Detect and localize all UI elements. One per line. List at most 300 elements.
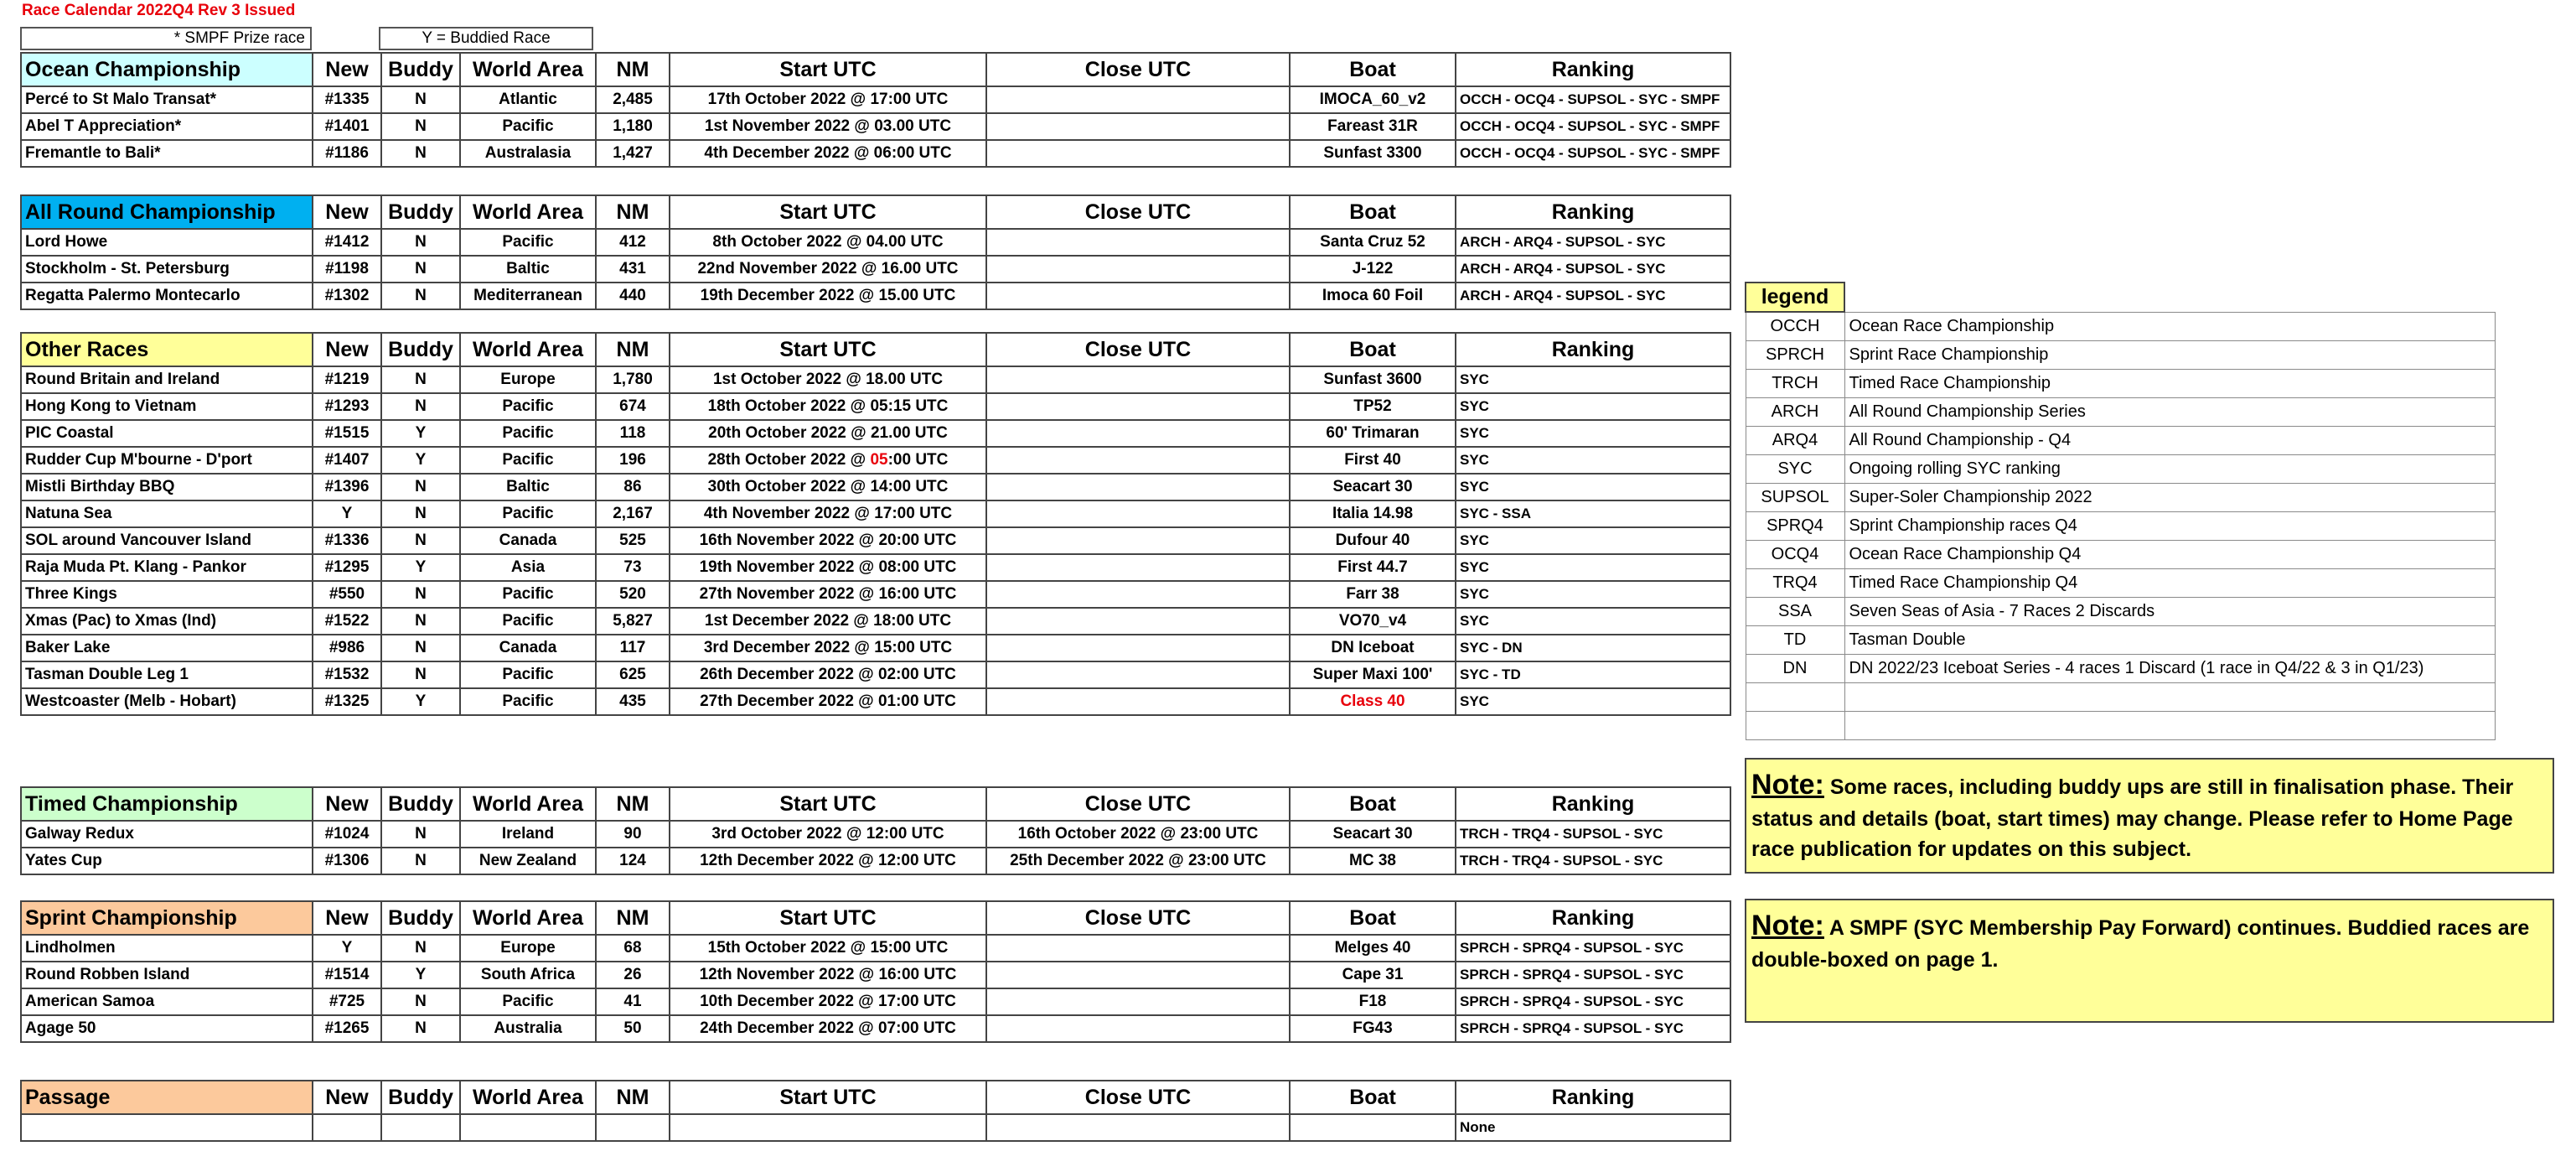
race-buddy-cell: N: [381, 608, 460, 635]
table-row: [21, 962, 1730, 988]
race-start-cell: 19th November 2022 @ 08:00 UTC: [670, 554, 986, 581]
legend-code: SPRCH: [1746, 341, 1844, 370]
race-boat-cell: Imoca 60 Foil: [1290, 283, 1456, 309]
column-header-nm: NM: [596, 787, 670, 821]
race-area-cell: Pacific: [460, 229, 596, 256]
race-close-cell: [986, 661, 1290, 688]
column-header-nm: NM: [596, 901, 670, 935]
note-text: Some races, including buddy ups are still in finalisation phase. Their status and details (boat, start times) may change. Please refer to Home Page race publication for updates on this subject.: [1751, 775, 2514, 861]
legend-title: legend: [1746, 283, 1844, 312]
table-row: [21, 420, 1730, 447]
start-time-part: 05: [870, 451, 888, 469]
table-row: [21, 283, 1730, 309]
table-row: [21, 848, 1730, 874]
race-boat-cell: IMOCA_60_v2: [1290, 86, 1456, 113]
start-time-part: 28th October 2022 @: [707, 451, 871, 469]
table-row: [21, 661, 1730, 688]
race-close-cell: [986, 140, 1290, 167]
note-finalisation: [1745, 758, 2554, 874]
race-nm-cell: 412: [596, 229, 670, 256]
column-header-buddy: Buddy: [381, 333, 460, 366]
race-new-cell: #1265: [313, 1015, 381, 1042]
legend-header-blank: [1844, 283, 2496, 312]
race-name-cell: Percé to St Malo Transat*: [21, 86, 313, 113]
race-new-cell: #1522: [313, 608, 381, 635]
race-name-cell: Rudder Cup M'bourne - D'port: [21, 447, 313, 474]
race-ranking-cell: OCCH - OCQ4 - SUPSOL - SYC - SMPF: [1456, 140, 1730, 167]
race-close-cell: [986, 113, 1290, 140]
column-header-boat: Boat: [1290, 333, 1456, 366]
table-row: [21, 474, 1730, 500]
race-boat-cell: First 40: [1290, 447, 1456, 474]
race-start-cell: 12th December 2022 @ 12:00 UTC: [670, 848, 986, 874]
race-name-cell: Westcoaster (Melb - Hobart): [21, 688, 313, 715]
legend-row: [1746, 512, 2496, 541]
race-new-cell: #1302: [313, 283, 381, 309]
race-close-cell: 16th October 2022 @ 23:00 UTC: [986, 821, 1290, 848]
table-row: [21, 688, 1730, 715]
race-nm-cell: 1,780: [596, 366, 670, 393]
race-ranking-cell: SPRCH - SPRQ4 - SUPSOL - SYC: [1456, 935, 1730, 962]
race-buddy-cell: N: [381, 935, 460, 962]
race-name-cell: Round Robben Island: [21, 962, 313, 988]
race-buddy-cell: N: [381, 1015, 460, 1042]
race-ranking-cell: OCCH - OCQ4 - SUPSOL - SYC - SMPF: [1456, 113, 1730, 140]
note-smpf: [1745, 899, 2554, 1023]
table-row: [21, 935, 1730, 962]
race-nm-cell: 1,427: [596, 140, 670, 167]
legend-empty-cell: [1746, 683, 1844, 712]
race-area-cell: Ireland: [460, 821, 596, 848]
race-name-cell: Round Britain and Ireland: [21, 366, 313, 393]
column-header-buddy: Buddy: [381, 901, 460, 935]
race-ranking-cell: SYC: [1456, 393, 1730, 420]
legend-code: TRQ4: [1746, 569, 1844, 598]
race-boat-cell: [1290, 1114, 1456, 1141]
race-nm-cell: 2,485: [596, 86, 670, 113]
race-boat-cell: Seacart 30: [1290, 474, 1456, 500]
race-buddy-cell: N: [381, 229, 460, 256]
race-ranking-cell: TRCH - TRQ4 - SUPSOL - SYC: [1456, 821, 1730, 848]
legend-row: [1746, 455, 2496, 484]
race-ranking-cell: SYC - SSA: [1456, 500, 1730, 527]
legend-row: [1746, 312, 2496, 341]
race-buddy-cell: N: [381, 140, 460, 167]
race-nm-cell: 1,180: [596, 113, 670, 140]
column-header-ranking: Ranking: [1456, 1081, 1730, 1114]
race-buddy-cell: N: [381, 113, 460, 140]
race-nm-cell: 26: [596, 962, 670, 988]
race-close-cell: [986, 935, 1290, 962]
column-header-new: New: [313, 1081, 381, 1114]
table-row: [21, 366, 1730, 393]
note-label: Note:: [1751, 769, 1824, 801]
race-start-cell: [670, 1114, 986, 1141]
race-buddy-cell: N: [381, 581, 460, 608]
legend-row: [1746, 484, 2496, 512]
race-boat-cell: Fareast 31R: [1290, 113, 1456, 140]
race-area-cell: Asia: [460, 554, 596, 581]
race-name-cell: Xmas (Pac) to Xmas (Ind): [21, 608, 313, 635]
race-close-cell: [986, 962, 1290, 988]
race-name-cell: Lindholmen: [21, 935, 313, 962]
race-ranking-cell: TRCH - TRQ4 - SUPSOL - SYC: [1456, 848, 1730, 874]
column-header-boat: Boat: [1290, 195, 1456, 229]
legend-header-row: [1746, 283, 2496, 312]
legend-code: OCCH: [1746, 312, 1844, 341]
legend-row: [1746, 626, 2496, 655]
race-name-cell: Mistli Birthday BBQ: [21, 474, 313, 500]
buddy-key: [379, 27, 593, 50]
table-row: [21, 821, 1730, 848]
column-header-start: Start UTC: [670, 195, 986, 229]
column-header-close: Close UTC: [986, 333, 1290, 366]
race-buddy-cell: N: [381, 283, 460, 309]
race-close-cell: [986, 1114, 1290, 1141]
race-name-cell: Stockholm - St. Petersburg: [21, 256, 313, 283]
race-area-cell: Atlantic: [460, 86, 596, 113]
race-boat-cell: Class 40: [1290, 688, 1456, 715]
race-new-cell: #1396: [313, 474, 381, 500]
column-header-close: Close UTC: [986, 787, 1290, 821]
column-header-boat: Boat: [1290, 787, 1456, 821]
race-nm-cell: 431: [596, 256, 670, 283]
section-table: [20, 786, 1731, 875]
column-header-ranking: Ranking: [1456, 787, 1730, 821]
column-header-ranking: Ranking: [1456, 333, 1730, 366]
race-nm-cell: 124: [596, 848, 670, 874]
note-text: A SMPF (SYC Membership Pay Forward) continues. Buddied races are double-boxed on page 1.: [1751, 916, 2530, 972]
race-buddy-cell: Y: [381, 688, 460, 715]
table-row: [21, 581, 1730, 608]
race-boat-cell: Melges 40: [1290, 935, 1456, 962]
legend-description: Sprint Championship races Q4: [1844, 512, 2496, 541]
race-nm-cell: 525: [596, 527, 670, 554]
race-start-cell: 16th November 2022 @ 20:00 UTC: [670, 527, 986, 554]
column-header-start: Start UTC: [670, 53, 986, 86]
race-start-cell: 8th October 2022 @ 04.00 UTC: [670, 229, 986, 256]
prize-key: [20, 27, 312, 50]
race-start-cell: 12th November 2022 @ 16:00 UTC: [670, 962, 986, 988]
column-header-new: New: [313, 195, 381, 229]
race-boat-cell: Dufour 40: [1290, 527, 1456, 554]
race-nm-cell: 435: [596, 688, 670, 715]
section-table: [20, 52, 1731, 168]
section-header-row: [21, 53, 1730, 86]
race-close-cell: [986, 474, 1290, 500]
legend-description: Ocean Race Championship Q4: [1844, 541, 2496, 569]
legend-code: SUPSOL: [1746, 484, 1844, 512]
race-boat-cell: DN Iceboat: [1290, 635, 1456, 661]
race-new-cell: #1407: [313, 447, 381, 474]
race-close-cell: [986, 527, 1290, 554]
race-start-cell: 19th December 2022 @ 15.00 UTC: [670, 283, 986, 309]
race-name-cell: Three Kings: [21, 581, 313, 608]
race-nm-cell: 674: [596, 393, 670, 420]
race-nm-cell: 520: [596, 581, 670, 608]
section-header-row: [21, 787, 1730, 821]
race-name-cell: Regatta Palermo Montecarlo: [21, 283, 313, 309]
race-close-cell: [986, 420, 1290, 447]
column-header-close: Close UTC: [986, 53, 1290, 86]
race-buddy-cell: N: [381, 256, 460, 283]
race-buddy-cell: Y: [381, 962, 460, 988]
race-ranking-cell: SPRCH - SPRQ4 - SUPSOL - SYC: [1456, 962, 1730, 988]
legend-description: Seven Seas of Asia - 7 Races 2 Discards: [1844, 598, 2496, 626]
race-area-cell: Pacific: [460, 420, 596, 447]
table-row: [21, 500, 1730, 527]
race-close-cell: [986, 366, 1290, 393]
race-nm-cell: 2,167: [596, 500, 670, 527]
race-ranking-cell: SYC: [1456, 608, 1730, 635]
race-new-cell: #1325: [313, 688, 381, 715]
race-new-cell: #1335: [313, 86, 381, 113]
race-new-cell: [313, 1114, 381, 1141]
race-boat-cell: Sunfast 3300: [1290, 140, 1456, 167]
legend-row: [1746, 541, 2496, 569]
race-name-cell: Lord Howe: [21, 229, 313, 256]
race-start-cell: 20th October 2022 @ 21.00 UTC: [670, 420, 986, 447]
race-ranking-cell: SYC - DN: [1456, 635, 1730, 661]
race-buddy-cell: N: [381, 821, 460, 848]
legend-description: Timed Race Championship Q4: [1844, 569, 2496, 598]
legend-code: SPRQ4: [1746, 512, 1844, 541]
race-name-cell: Baker Lake: [21, 635, 313, 661]
race-area-cell: Baltic: [460, 256, 596, 283]
legend-row: [1746, 569, 2496, 598]
race-new-cell: #550: [313, 581, 381, 608]
race-buddy-cell: N: [381, 366, 460, 393]
race-start-cell: 18th October 2022 @ 05:15 UTC: [670, 393, 986, 420]
column-header-buddy: Buddy: [381, 1081, 460, 1114]
race-boat-cell: Santa Cruz 52: [1290, 229, 1456, 256]
table-row: [21, 393, 1730, 420]
race-area-cell: Baltic: [460, 474, 596, 500]
race-name-cell: PIC Coastal: [21, 420, 313, 447]
legend-row: [1746, 341, 2496, 370]
legend-description: Ocean Race Championship: [1844, 312, 2496, 341]
legend-row: [1746, 370, 2496, 398]
race-name-cell: Fremantle to Bali*: [21, 140, 313, 167]
race-ranking-cell: OCCH - OCQ4 - SUPSOL - SYC - SMPF: [1456, 86, 1730, 113]
column-header-nm: NM: [596, 195, 670, 229]
race-boat-cell: 60' Trimaran: [1290, 420, 1456, 447]
race-area-cell: Pacific: [460, 113, 596, 140]
race-ranking-cell: ARCH - ARQ4 - SUPSOL - SYC: [1456, 283, 1730, 309]
race-close-cell: [986, 283, 1290, 309]
race-area-cell: Pacific: [460, 447, 596, 474]
column-header-nm: NM: [596, 1081, 670, 1114]
race-buddy-cell: N: [381, 635, 460, 661]
legend-empty-cell: [1844, 683, 2496, 712]
race-start-cell: 30th October 2022 @ 14:00 UTC: [670, 474, 986, 500]
legend-description: Sprint Race Championship: [1844, 341, 2496, 370]
race-start-cell: 3rd December 2022 @ 15:00 UTC: [670, 635, 986, 661]
race-close-cell: [986, 581, 1290, 608]
race-nm-cell: 50: [596, 1015, 670, 1042]
race-close-cell: [986, 988, 1290, 1015]
race-new-cell: #1198: [313, 256, 381, 283]
race-ranking-cell: SYC: [1456, 366, 1730, 393]
race-nm-cell: [596, 1114, 670, 1141]
column-header-nm: NM: [596, 53, 670, 86]
legend-code: DN: [1746, 655, 1844, 683]
race-ranking-cell: SYC: [1456, 420, 1730, 447]
race-start-cell: 4th December 2022 @ 06:00 UTC: [670, 140, 986, 167]
column-header-ranking: Ranking: [1456, 195, 1730, 229]
race-start-cell: 1st November 2022 @ 03.00 UTC: [670, 113, 986, 140]
race-start-cell: [670, 447, 986, 474]
race-name-cell: Agage 50: [21, 1015, 313, 1042]
column-header-boat: Boat: [1290, 1081, 1456, 1114]
section-title: Ocean Championship: [21, 53, 313, 86]
race-start-cell: 17th October 2022 @ 17:00 UTC: [670, 86, 986, 113]
race-ranking-cell: SYC: [1456, 447, 1730, 474]
race-start-cell: 15th October 2022 @ 15:00 UTC: [670, 935, 986, 962]
legend-code: SSA: [1746, 598, 1844, 626]
race-boat-cell: Farr 38: [1290, 581, 1456, 608]
race-nm-cell: 73: [596, 554, 670, 581]
race-area-cell: Mediterranean: [460, 283, 596, 309]
race-buddy-cell: N: [381, 86, 460, 113]
race-buddy-cell: N: [381, 527, 460, 554]
race-start-cell: 26th December 2022 @ 02:00 UTC: [670, 661, 986, 688]
column-header-buddy: Buddy: [381, 53, 460, 86]
race-area-cell: Australia: [460, 1015, 596, 1042]
race-new-cell: #1412: [313, 229, 381, 256]
legend-code: SYC: [1746, 455, 1844, 484]
section-header-row: [21, 901, 1730, 935]
race-ranking-cell: SPRCH - SPRQ4 - SUPSOL - SYC: [1456, 988, 1730, 1015]
race-close-cell: [986, 500, 1290, 527]
race-close-cell: [986, 688, 1290, 715]
race-nm-cell: 41: [596, 988, 670, 1015]
race-area-cell: Pacific: [460, 500, 596, 527]
race-start-cell: 27th November 2022 @ 16:00 UTC: [670, 581, 986, 608]
race-ranking-cell: SPRCH - SPRQ4 - SUPSOL - SYC: [1456, 1015, 1730, 1042]
prize-key-text: * SMPF Prize race: [173, 29, 305, 47]
table-row: [21, 1114, 1730, 1141]
race-start-cell: 4th November 2022 @ 17:00 UTC: [670, 500, 986, 527]
race-name-cell: American Samoa: [21, 988, 313, 1015]
section-table: [20, 900, 1731, 1043]
race-area-cell: Canada: [460, 635, 596, 661]
column-header-boat: Boat: [1290, 53, 1456, 86]
legend-empty-row: [1746, 712, 2496, 740]
column-header-boat: Boat: [1290, 901, 1456, 935]
race-ranking-cell: SYC: [1456, 554, 1730, 581]
section-header-row: [21, 333, 1730, 366]
race-new-cell: #1336: [313, 527, 381, 554]
race-new-cell: #1024: [313, 821, 381, 848]
race-boat-cell: F18: [1290, 988, 1456, 1015]
legend-description: DN 2022/23 Iceboat Series - 4 races 1 Discard (1 race in Q4/22 & 3 in Q1/23): [1844, 655, 2496, 683]
legend-description: All Round Championship - Q4: [1844, 427, 2496, 455]
race-buddy-cell: Y: [381, 447, 460, 474]
legend-table: [1745, 282, 2496, 740]
race-buddy-cell: N: [381, 848, 460, 874]
legend-description: Super-Soler Championship 2022: [1844, 484, 2496, 512]
table-row: [21, 988, 1730, 1015]
race-boat-cell: MC 38: [1290, 848, 1456, 874]
column-header-area: World Area: [460, 53, 596, 86]
column-header-area: World Area: [460, 195, 596, 229]
race-area-cell: Pacific: [460, 988, 596, 1015]
column-header-buddy: Buddy: [381, 195, 460, 229]
race-nm-cell: 68: [596, 935, 670, 962]
race-area-cell: Pacific: [460, 608, 596, 635]
race-name-cell: Yates Cup: [21, 848, 313, 874]
race-new-cell: #1514: [313, 962, 381, 988]
table-row: [21, 447, 1730, 474]
legend-row: [1746, 655, 2496, 683]
race-area-cell: Pacific: [460, 581, 596, 608]
section-title: Timed Championship: [21, 787, 313, 821]
race-nm-cell: 440: [596, 283, 670, 309]
legend-description: Tasman Double: [1844, 626, 2496, 655]
buddy-key-text: Y = Buddied Race: [422, 29, 551, 47]
legend-code: TRCH: [1746, 370, 1844, 398]
race-new-cell: #986: [313, 635, 381, 661]
race-boat-cell: Super Maxi 100': [1290, 661, 1456, 688]
table-row: [21, 635, 1730, 661]
race-new-cell: #1401: [313, 113, 381, 140]
section-header-row: [21, 195, 1730, 229]
table-row: [21, 256, 1730, 283]
race-area-cell: [460, 1114, 596, 1141]
race-buddy-cell: N: [381, 393, 460, 420]
race-buddy-cell: N: [381, 474, 460, 500]
race-nm-cell: 90: [596, 821, 670, 848]
note-label: Note:: [1751, 910, 1824, 941]
legend-row: [1746, 398, 2496, 427]
race-boat-cell: VO70_v4: [1290, 608, 1456, 635]
legend-description: Timed Race Championship: [1844, 370, 2496, 398]
race-start-cell: 24th December 2022 @ 07:00 UTC: [670, 1015, 986, 1042]
legend-code: TD: [1746, 626, 1844, 655]
race-close-cell: [986, 608, 1290, 635]
race-boat-cell: First 44.7: [1290, 554, 1456, 581]
race-area-cell: Europe: [460, 935, 596, 962]
race-buddy-cell: Y: [381, 554, 460, 581]
table-row: [21, 608, 1730, 635]
race-buddy-cell: N: [381, 500, 460, 527]
column-header-area: World Area: [460, 1081, 596, 1114]
race-new-cell: #1306: [313, 848, 381, 874]
section-title: Other Races: [21, 333, 313, 366]
column-header-new: New: [313, 333, 381, 366]
race-boat-cell: FG43: [1290, 1015, 1456, 1042]
race-new-cell: #725: [313, 988, 381, 1015]
table-row: [21, 554, 1730, 581]
column-header-close: Close UTC: [986, 195, 1290, 229]
legend-code: ARQ4: [1746, 427, 1844, 455]
race-name-cell: Abel T Appreciation*: [21, 113, 313, 140]
race-boat-cell: Seacart 30: [1290, 821, 1456, 848]
column-header-close: Close UTC: [986, 901, 1290, 935]
legend-empty-cell: [1746, 712, 1844, 740]
column-header-start: Start UTC: [670, 787, 986, 821]
race-nm-cell: 196: [596, 447, 670, 474]
section-table: [20, 1080, 1731, 1142]
legend-row: [1746, 427, 2496, 455]
race-ranking-cell: SYC: [1456, 688, 1730, 715]
section-table: [20, 194, 1731, 310]
race-buddy-cell: Y: [381, 420, 460, 447]
race-new-cell: #1515: [313, 420, 381, 447]
race-area-cell: New Zealand: [460, 848, 596, 874]
column-header-close: Close UTC: [986, 1081, 1290, 1114]
